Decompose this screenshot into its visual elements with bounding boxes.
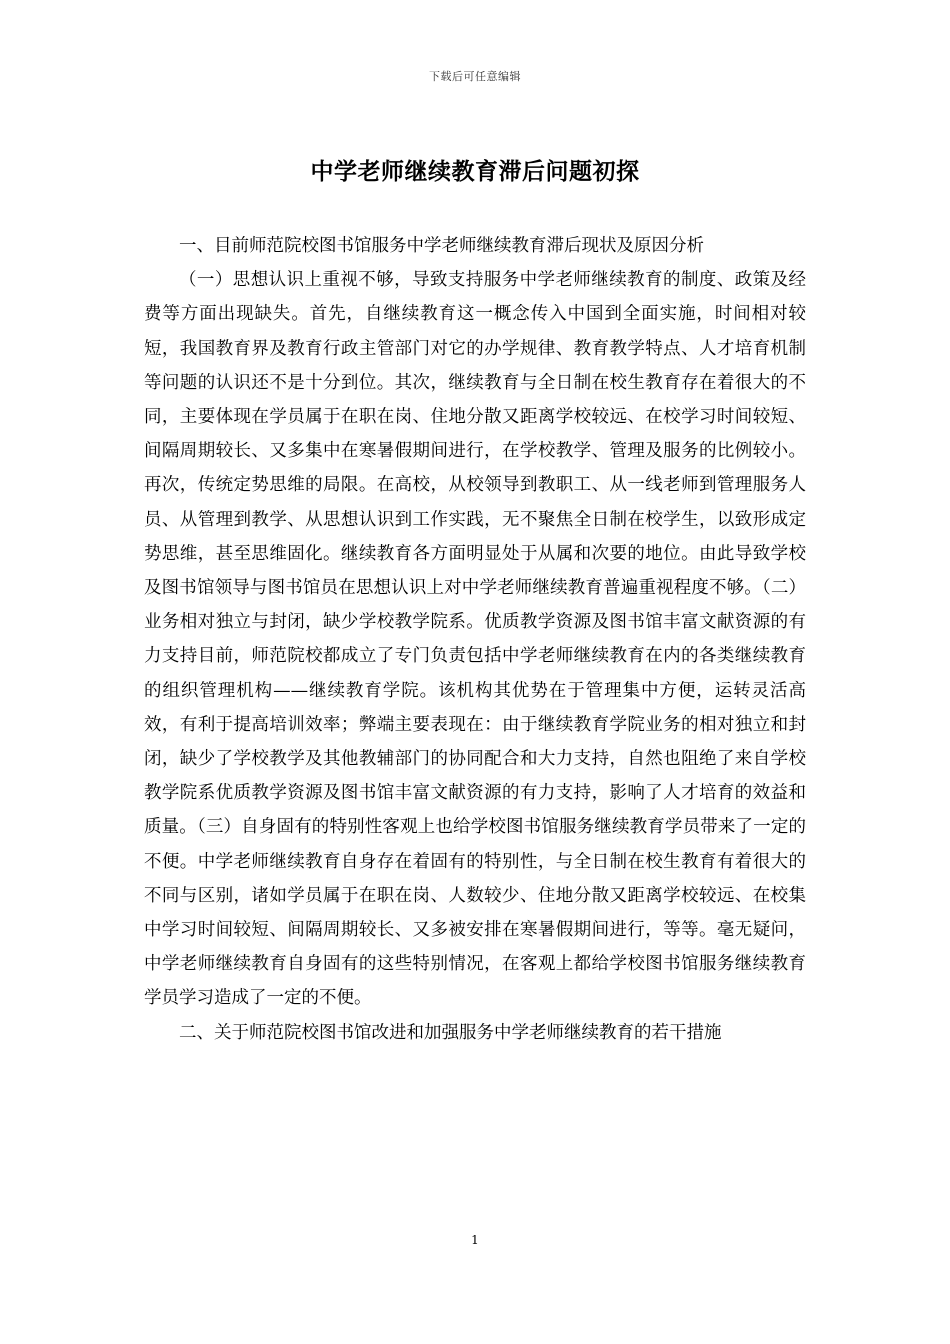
- document-body: [144, 229, 806, 1050]
- section-heading-2: 二、关于师范院校图书馆改进和加强服务中学老师继续教育的若干措施: [179, 1022, 722, 1043]
- header-note: 下载后可任意编辑: [429, 70, 521, 83]
- section-heading-1: 一、目前师范院校图书馆服务中学老师继续教育滞后现状及原因分析: [179, 236, 704, 256]
- document-title: 中学老师继续教育滞后问题初探: [310, 158, 640, 185]
- page-number: 1: [471, 1233, 479, 1247]
- body-paragraph: （一）思想认识上重视不够，导致支持服务中学老师继续教育的制度、政策及经费等方面出现缺失。首先，自继续教育这一概念传入中国到全面实施，时间相对较短，我国教育界及教育行政主管部门对它的办学规律、教育教学特点、人才培育机制等问题的认识还不是十分到位。其次，继续教育与全日制在校生教育存在着很大的不同，主要体现在学员属于在职在岗、住地分散又距离学校较远、在校学习时间较短、间隔周期较长、又多集中在寒暑假期间进行，在学校教学、管理及服务的比例较小。再次，传统定势思维的局限。在高校，从校领导到教职工、从一线老师到管理服务人员、从管理到教学、从思想认识到工作实践，无不聚焦全日制在校学生，以致形成定势思维，甚至思维固化。继续教育各方面明显处于从属和次要的地位。由此导致学校及图书馆领导与图书馆员在思想认识上对中学老师继续教育普遍重视程度不够。（二）业务相对独立与封闭，缺少学校教学院系。优质教学资源及图书馆丰富文献资源的有力支持目前，师范院校都成立了专门负责包括中学老师继续教育在内的各类继续教育的组织管理机构——继续教育学院。该机构其优势在于管理集中方便，运转灵活高效，有利于提高培训效率；弊端主要表现在：由于继续教育学院业务的相对独立和封闭，缺少了学校教学及其他教辅部门的协同配合和大力支持，自然也阻绝了来自学校教学院系优质教学资源及图书馆丰富文献资源的有力支持，影响了人才培育的效益和质量。（三）自身固有的特别性客观上也给学校图书馆服务继续教育学员带来了一定的不便。中学老师继续教育自身存在着固有的特别性，与全日制在校生教育有着很大的不同与区别，诸如学员属于在职在岗、人数较少、住地分散又距离学校较远、在校集中学习时间较短、间隔周期较长、又多被安排在寒暑假期间进行，等等。毫无疑问，中学老师继续教育自身固有的这些特别情况，在客观上都给学校图书馆服务继续教育学员学习造成了一定的不便。: [144, 270, 806, 1009]
